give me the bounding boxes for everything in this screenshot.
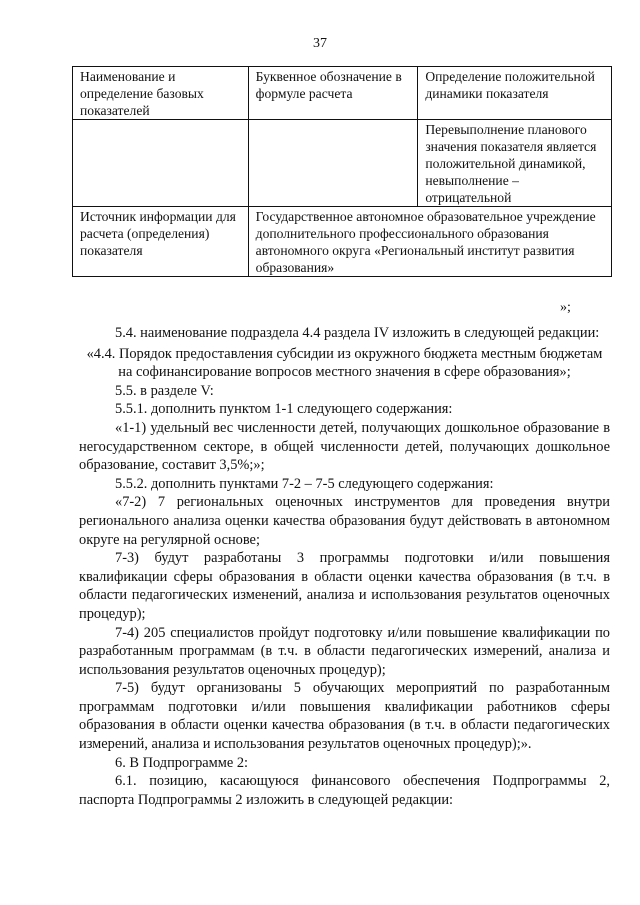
table-header-row: [73, 67, 612, 120]
paragraph-5-5-2: 5.5.2. дополнить пунктами 7-2 – 7-5 следующего содержания:: [115, 475, 494, 492]
page-number: 37: [313, 36, 327, 51]
empty-cell: [248, 120, 418, 207]
header-cell-symbol: Буквенное обозначение в формуле расчета: [248, 67, 418, 120]
table-row-dynamics: [73, 120, 612, 207]
header-cell-name: Наименование и определение базовых показателей: [73, 67, 249, 120]
empty-cell: [73, 120, 249, 207]
closing-quote: »;: [560, 300, 571, 315]
header-cell-dynamics: Определение положительной динамики показателя: [418, 67, 612, 120]
paragraph-item-7-5: 7-5) будут организованы 5 обучающих мероприятий по разработанным программам подготовки и/или повышения квалификации работников сферы образования в области оценки качества образования (в т.ч. в области педагогических измерений, анализа и использования результатов оценочных процедур);».: [79, 680, 610, 753]
source-value-cell: Государственное автономное образовательное учреждение дополнительного профессионального образования автономного округа «Региональный институт развития образования»: [248, 207, 611, 277]
body-text: [79, 324, 610, 809]
paragraph-5-5: 5.5. в разделе V:: [115, 382, 214, 399]
paragraph-item-7-4: 7-4) 205 специалистов пройдут подготовку и/или повышение квалификации по разработанным программам (в т.ч. в области педагогических измерений, анализа и использования результатов оценочных процедур);: [79, 624, 610, 678]
paragraph-5-4: 5.4. наименование подраздела 4.4 раздела IV изложить в следующей редакции:: [115, 325, 600, 341]
subsection-title: «4.4. Порядок предоставления субсидии из окружного бюджета местным бюджетам на софинансирование вопросов местного значения в сфере образования»;: [86, 345, 603, 381]
paragraph-item-1-1: «1-1) удельный вес численности детей, получающих дошкольное образование в негосударственном секторе, в общей численности детей, получающих дошкольное образование, составит 3,5%;»;: [79, 419, 610, 474]
paragraph-6-1: 6.1. позицию, касающуюся финансового обеспечения Подпрограммы 2, паспорта Подпрограммы 2 изложить в следующей редакции:: [79, 773, 610, 808]
paragraph-5-5-1: 5.5.1. дополнить пунктом 1-1 следующего содержания:: [115, 401, 453, 418]
indicator-table: [72, 66, 612, 277]
table-row-source: [73, 207, 612, 277]
paragraph-item-7-3: 7-3) будут разработаны 3 программы подготовки и/или повышения квалификации сферы образования в области оценки качества образования (в т.ч. в области педагогических изменений, анализа и использования результатов оценочных процедур);: [79, 550, 610, 622]
dynamics-cell: Перевыполнение планового значения показателя является положительной динамикой, невыполнение – отрицательной: [418, 120, 612, 207]
paragraph-6: 6. В Подпрограмме 2:: [115, 754, 249, 771]
source-label-cell: Источник информации для расчета (определения) показателя: [73, 207, 249, 277]
paragraph-item-7-2: «7-2) 7 региональных оценочных инструментов для проведения внутри регионального анализа оценки качества образования будут действовать в автономном округе на регулярной основе;: [79, 494, 610, 548]
